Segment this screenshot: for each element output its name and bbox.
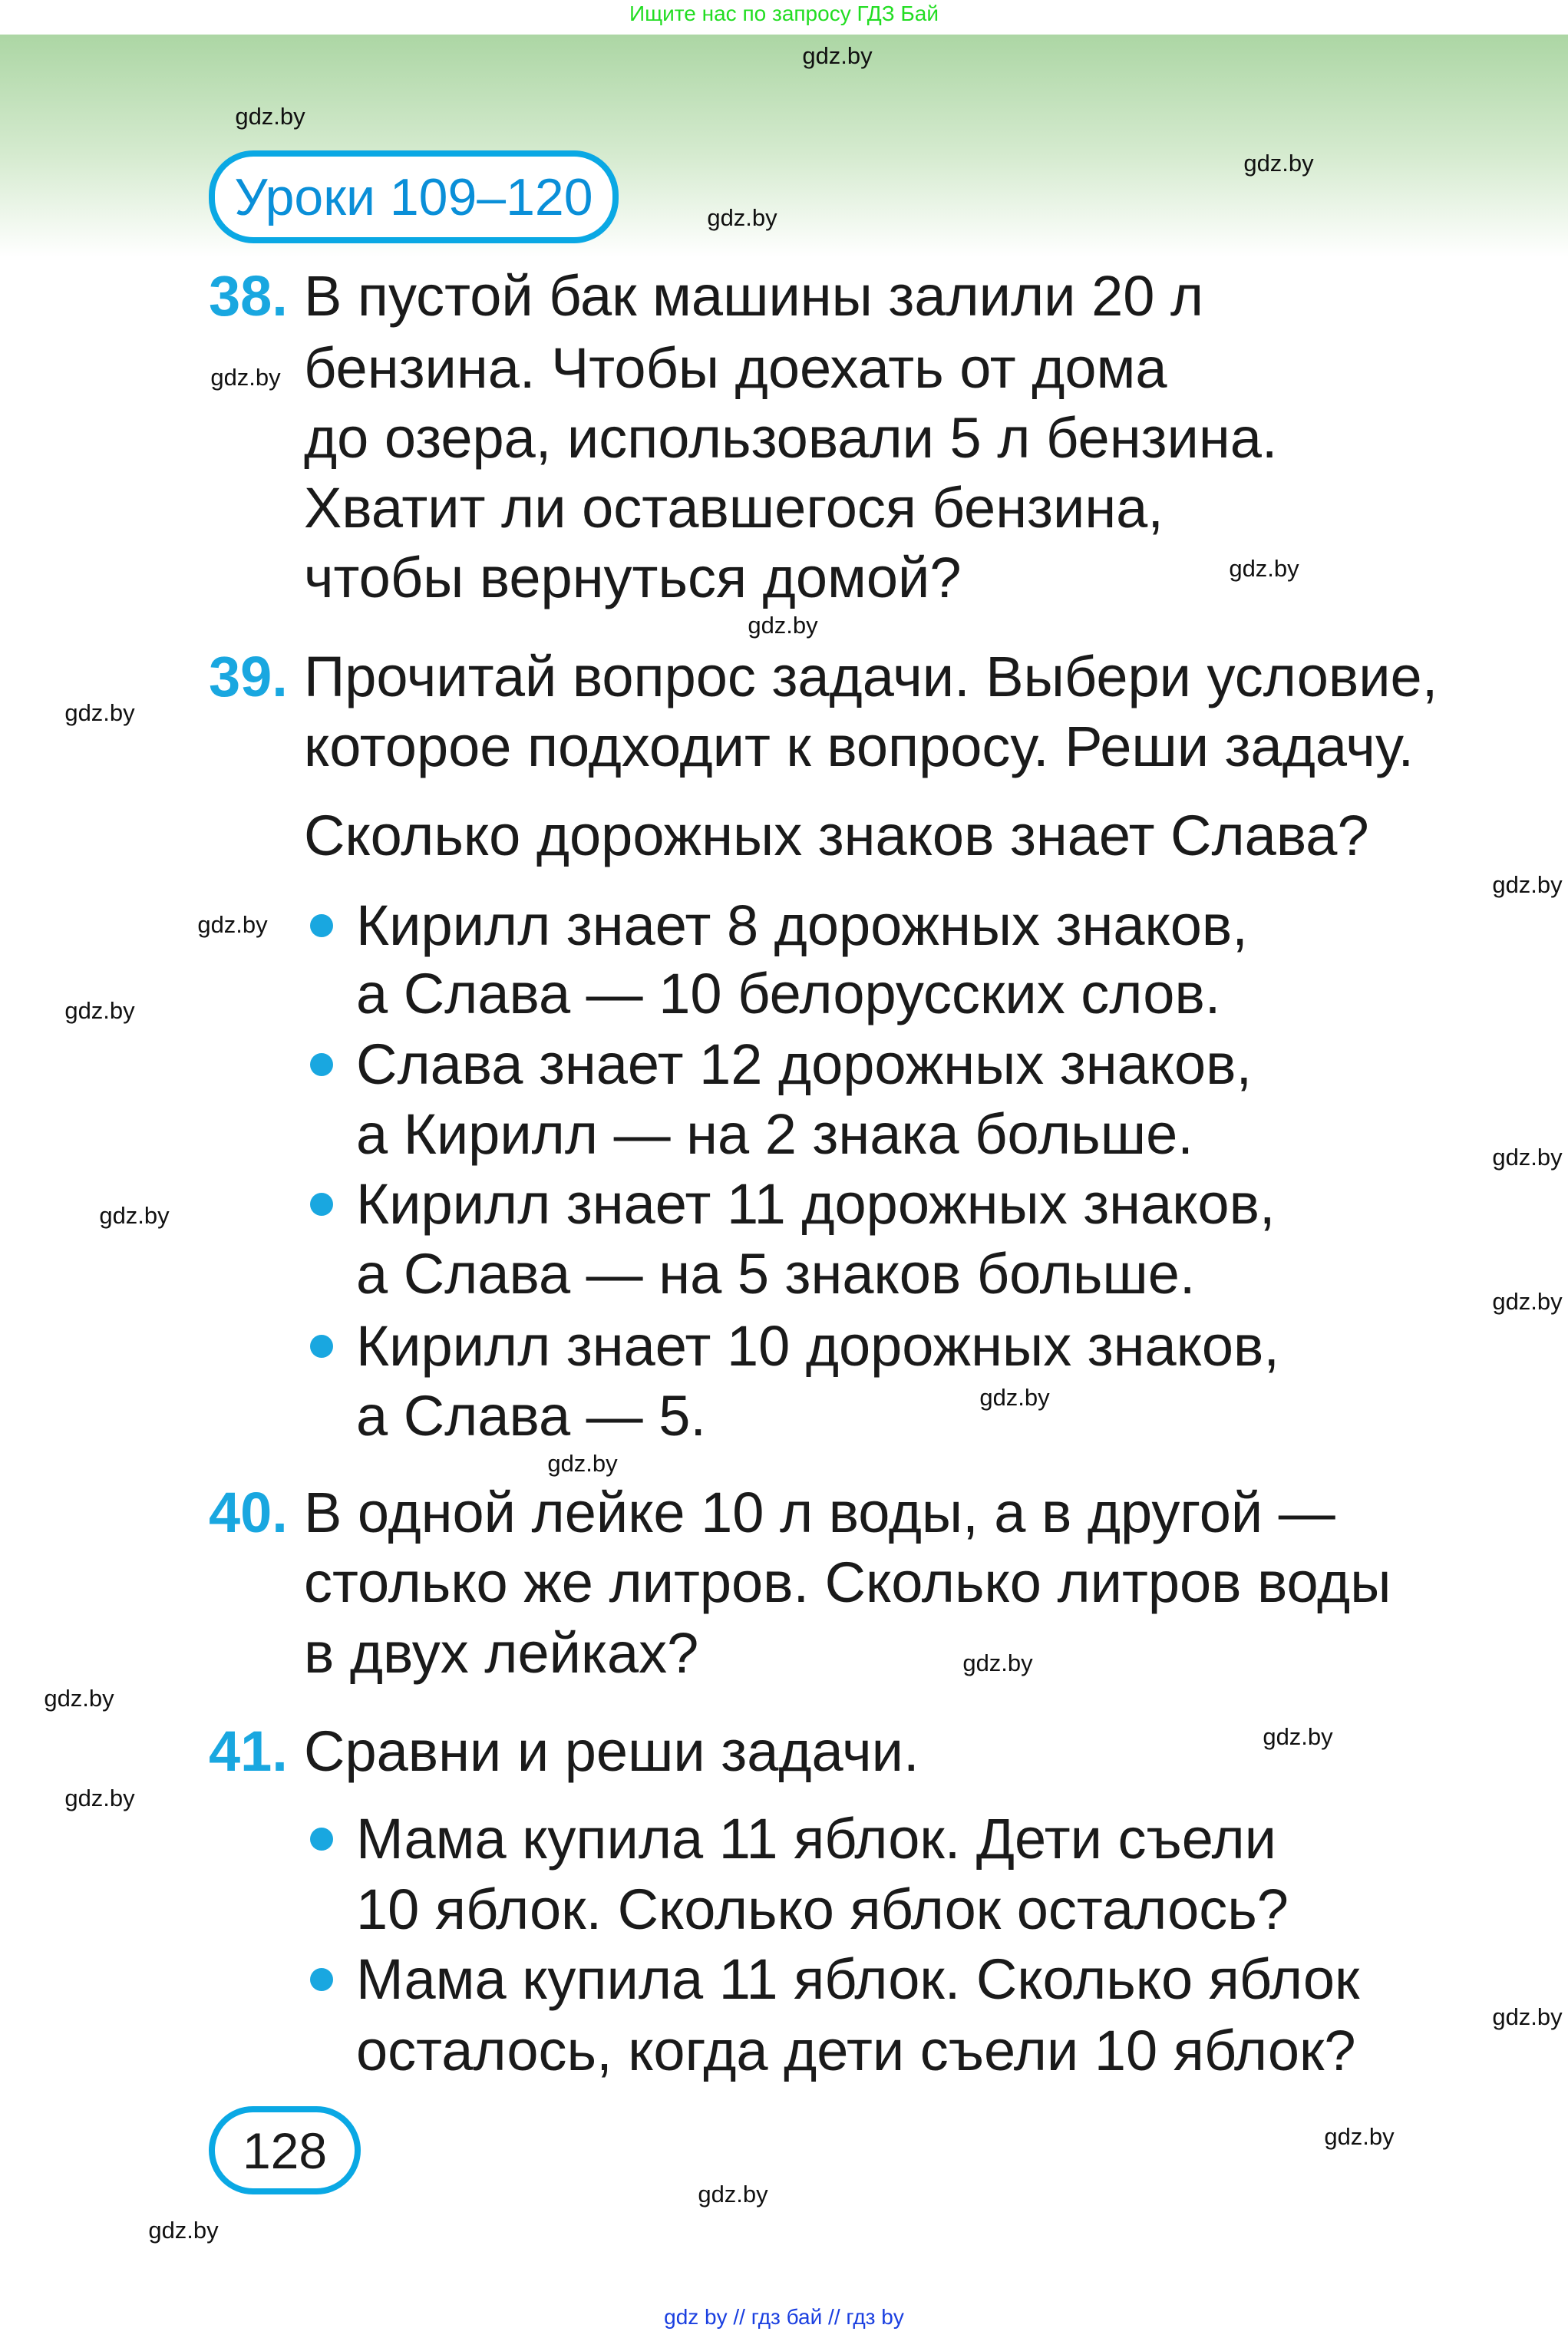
task-text: бензина. Чтобы доехать от дома (304, 336, 1167, 400)
watermark: gdz.by (1492, 2003, 1563, 2030)
task-text: Сравни и реши задачи. (304, 1719, 919, 1783)
option-text: а Слава — на 5 знаков больше. (356, 1242, 1196, 1306)
option-text: Кирилл знает 11 дорожных знаков, (356, 1172, 1276, 1236)
task-text: чтобы вернуться домой? (304, 546, 962, 609)
watermark: gdz.by (44, 1685, 114, 1712)
watermark: gdz.by (64, 1785, 135, 1811)
bullet-icon (310, 1335, 333, 1358)
watermark: gdz.by (1324, 2123, 1395, 2150)
watermark: gdz.by (547, 1450, 618, 1477)
watermark: gdz.by (99, 1202, 170, 1229)
bullet-icon (310, 1968, 333, 1991)
task-number: 41. (209, 1719, 288, 1783)
task-text: столько же литров. Сколько литров воды (304, 1550, 1391, 1614)
task-number: 39. (209, 645, 288, 708)
watermark: gdz.by (210, 364, 281, 391)
option-text: а Слава — 10 белорусских слов. (356, 962, 1221, 1025)
option-text: Мама купила 11 яблок. Сколько яблок (356, 1947, 1360, 2011)
watermark: gdz.by (1243, 150, 1314, 177)
watermark: gdz.by (148, 2217, 219, 2244)
bullet-icon (310, 1053, 333, 1076)
task-text: которое подходит к вопросу. Реши задачу. (304, 715, 1415, 778)
bullet-icon (310, 914, 333, 937)
watermark: gdz.by (1492, 1144, 1563, 1171)
task-text: Хватит ли оставшегося бензина, (304, 476, 1164, 540)
page-number: 128 (209, 2106, 361, 2194)
option-text: осталось, когда дети съели 10 яблок? (356, 2019, 1356, 2082)
watermark: gdz.by (235, 103, 305, 130)
option-text: 10 яблок. Сколько яблок осталось? (356, 1877, 1289, 1941)
watermark: gdz.by (707, 204, 777, 231)
lessons-badge: Уроки 109–120 (209, 150, 619, 243)
watermark: gdz.by (979, 1384, 1050, 1411)
top-banner: Ищите нас по запросу ГДЗ Бай (629, 2, 939, 25)
bullet-icon (310, 1193, 333, 1216)
watermark: gdz.by (197, 911, 268, 938)
task-text: В пустой бак машины залили 20 л (304, 264, 1204, 328)
watermark: gdz.by (962, 1649, 1033, 1676)
bullet-icon (310, 1828, 333, 1851)
watermark: gdz.by (64, 699, 135, 726)
watermark: gdz.by (1492, 871, 1563, 898)
task-text: до озера, использовали 5 л бензина. (304, 406, 1278, 470)
task-number: 38. (209, 264, 288, 328)
watermark: gdz.by (698, 2181, 768, 2208)
watermark: gdz.by (1229, 555, 1299, 582)
option-text: Кирилл знает 8 дорожных знаков, (356, 893, 1248, 957)
task-number: 40. (209, 1481, 288, 1544)
watermark: gdz.by (1492, 1288, 1563, 1315)
watermark: gdz.by (802, 42, 873, 69)
task-text: В одной лейке 10 л воды, а в другой — (304, 1481, 1335, 1544)
watermark: gdz.by (64, 997, 135, 1024)
option-text: Кирилл знает 10 дорожных знаков, (356, 1314, 1279, 1378)
task-question: Сколько дорожных знаков знает Слава? (304, 804, 1369, 867)
footer-links[interactable]: gdz by // гдз бай // гдз by (664, 2305, 904, 2329)
watermark: gdz.by (1263, 1723, 1333, 1750)
task-text: в двух лейках? (304, 1621, 699, 1685)
watermark: gdz.by (748, 612, 818, 639)
option-text: Слава знает 12 дорожных знаков, (356, 1032, 1253, 1096)
option-text: Мама купила 11 яблок. Дети съели (356, 1807, 1276, 1871)
option-text: а Кирилл — на 2 знака больше. (356, 1102, 1193, 1166)
option-text: а Слава — 5. (356, 1384, 706, 1448)
task-text: Прочитай вопрос задачи. Выбери условие, (304, 645, 1438, 708)
